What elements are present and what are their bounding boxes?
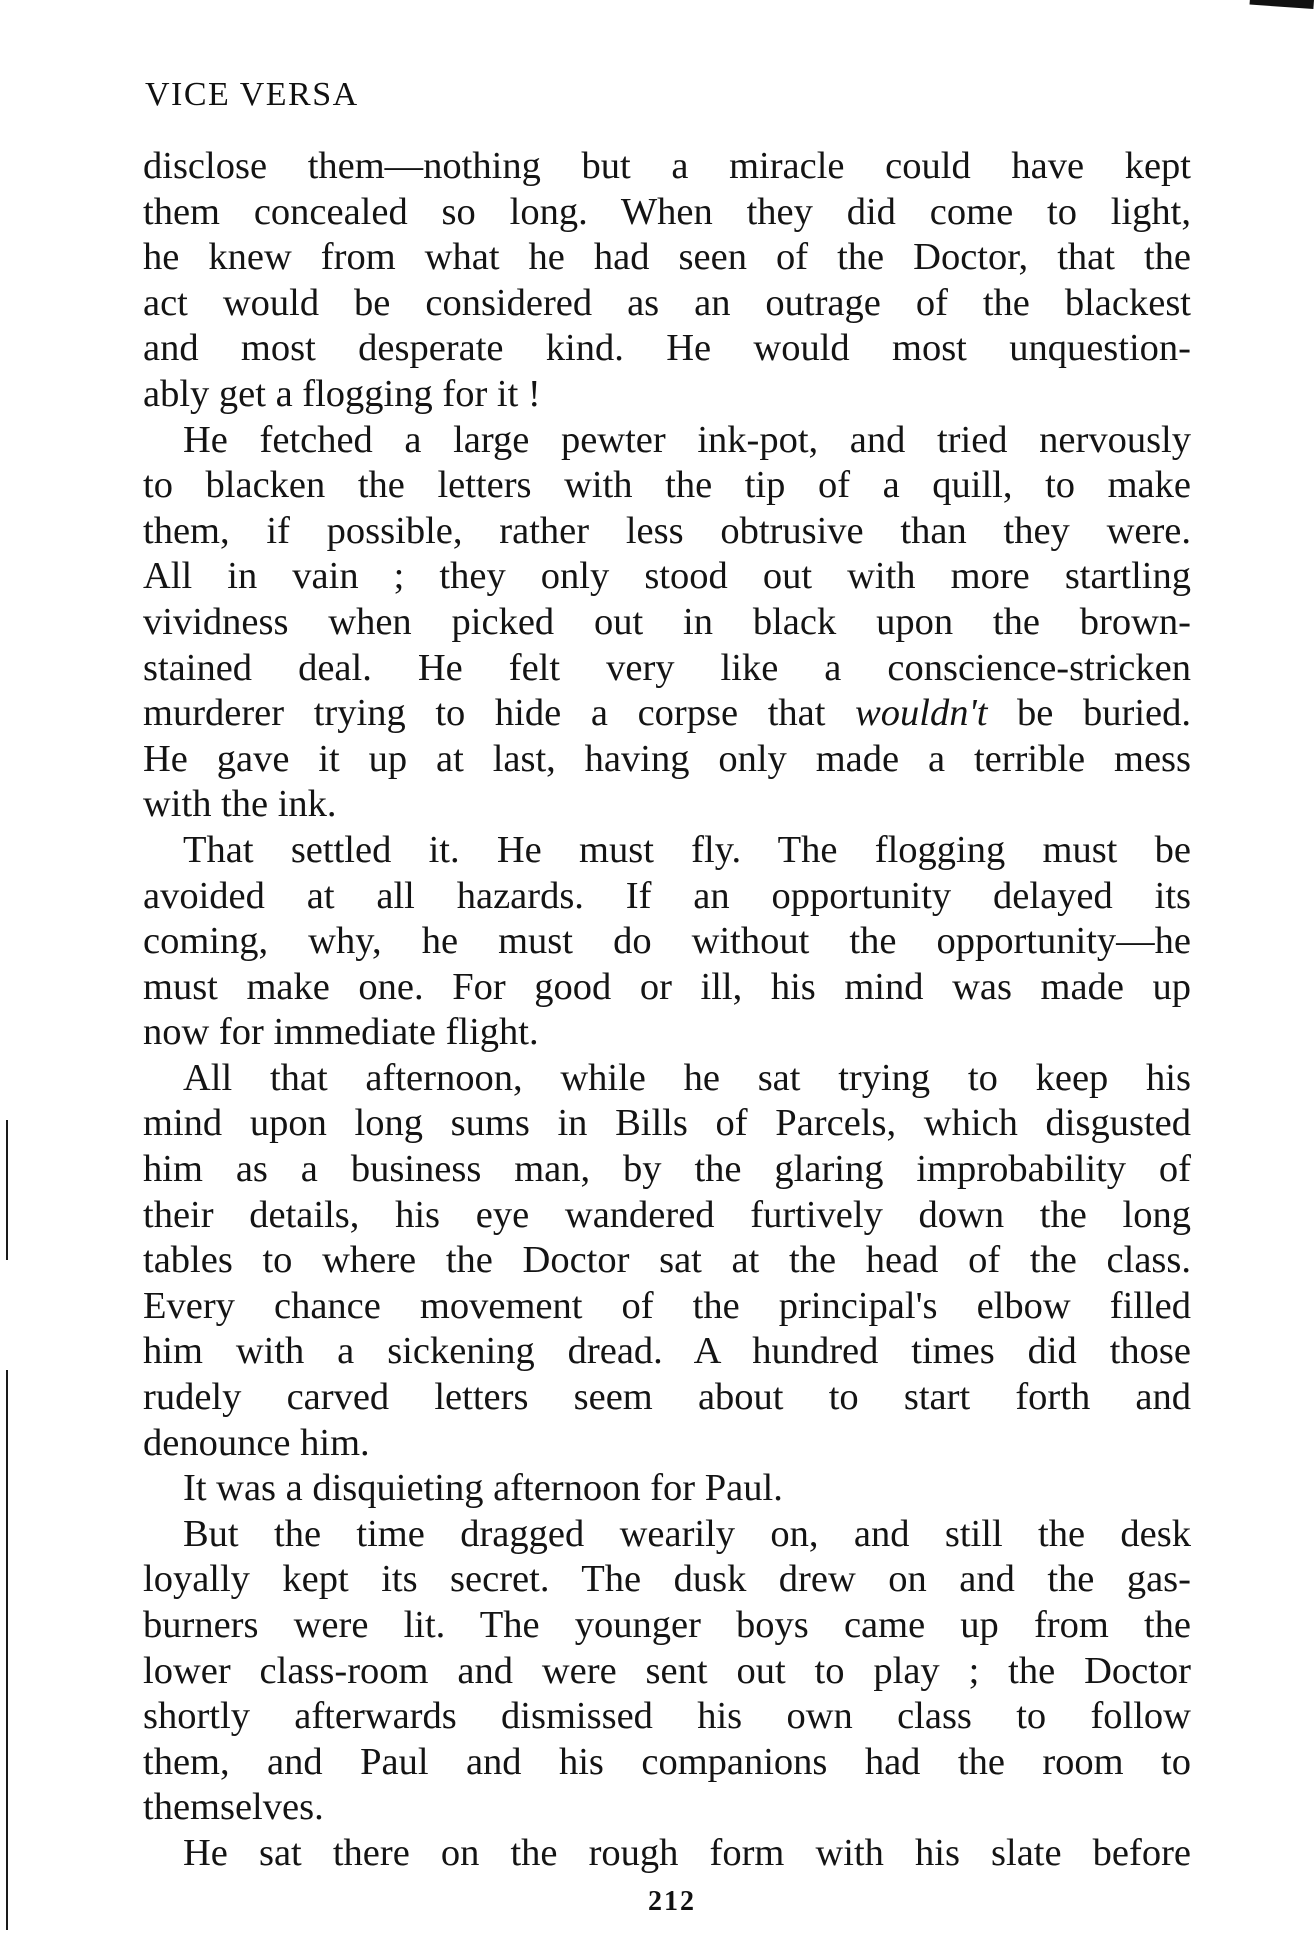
- text-line: them, and Paul and his companions had the room to: [143, 1740, 1191, 1783]
- text-line: their details, his eye wandered furtively down the long: [143, 1193, 1191, 1236]
- page-number-text: 212: [648, 1886, 696, 1917]
- text-line: must make one. For good or ill, his mind was made up: [143, 965, 1191, 1008]
- text-line: coming, why, he must do without the opportunity—he: [143, 920, 1191, 963]
- text-line: him as a business man, by the glaring improbability of: [143, 1148, 1191, 1191]
- page-corner-scan-mark: [1250, 0, 1314, 9]
- text-line: rudely carved letters seem about to start forth and: [143, 1376, 1191, 1419]
- text-line: avoided at all hazards. If an opportunity delayed its: [143, 874, 1191, 917]
- text-line: murderer trying to hide a corpse that wouldn't be buried.: [143, 692, 1191, 735]
- text-line: All in vain ; they only stood out with more startling: [143, 555, 1191, 598]
- text-line: them concealed so long. When they did come to light,: [143, 190, 1191, 233]
- text-line: Every chance movement of the principal's elbow filled: [143, 1284, 1191, 1327]
- running-head: VICE VERSA: [145, 76, 359, 113]
- page-number: [0, 1886, 1314, 1918]
- text-line: now for immediate flight.: [143, 1011, 539, 1054]
- text-line: ably get a flogging for it !: [143, 372, 541, 415]
- text-line: All that afternoon, while he sat trying to keep his: [183, 1056, 1191, 1099]
- binding-edge-line: [6, 1370, 8, 1930]
- text-line: to blacken the letters with the tip of a quill, to make: [143, 464, 1191, 507]
- text-line: themselves.: [143, 1786, 324, 1829]
- text-line: with the ink.: [143, 783, 337, 826]
- body-text: [143, 144, 1191, 1877]
- text-line: That settled it. He must fly. The flogging must be: [183, 828, 1191, 871]
- text-line: them, if possible, rather less obtrusive than they were.: [143, 509, 1191, 552]
- text-line: he knew from what he had seen of the Doctor, that the: [143, 236, 1191, 279]
- text-line: disclose them—nothing but a miracle could have kept: [143, 145, 1191, 187]
- text-line: vividness when picked out in black upon the brown-: [143, 600, 1191, 643]
- italic-emphasis: wouldn't: [855, 692, 988, 735]
- text-line: shortly afterwards dismissed his own class to follow: [143, 1695, 1191, 1738]
- text-line: mind upon long sums in Bills of Parcels, which disgusted: [143, 1102, 1191, 1145]
- text-line: and most desperate kind. He would most unquestion-: [143, 327, 1191, 370]
- text-line: He sat there on the rough form with his slate before: [183, 1831, 1191, 1874]
- text-line: tables to where the Doctor sat at the head of the class.: [143, 1239, 1191, 1282]
- text-line: loyally kept its secret. The dusk drew on and the gas-: [143, 1558, 1191, 1601]
- binding-edge-line: [6, 1120, 8, 1260]
- text-line: him with a sickening dread. A hundred times did those: [143, 1330, 1191, 1373]
- text-line: He fetched a large pewter ink-pot, and tried nervously: [183, 418, 1191, 461]
- text-line: He gave it up at last, having only made a terrible mess: [143, 737, 1191, 780]
- text-line: denounce him.: [143, 1421, 370, 1464]
- text-line: act would be considered as an outrage of the blackest: [143, 281, 1191, 324]
- text-line: stained deal. He felt very like a conscience-stricken: [143, 646, 1191, 689]
- text-line: burners were lit. The younger boys came up from the: [143, 1604, 1191, 1646]
- text-line: It was a disquieting afternoon for Paul.: [183, 1467, 783, 1510]
- text-line: lower class-room and were sent out to play ; the Doctor: [143, 1649, 1191, 1692]
- text-line: But the time dragged wearily on, and still the desk: [183, 1512, 1191, 1555]
